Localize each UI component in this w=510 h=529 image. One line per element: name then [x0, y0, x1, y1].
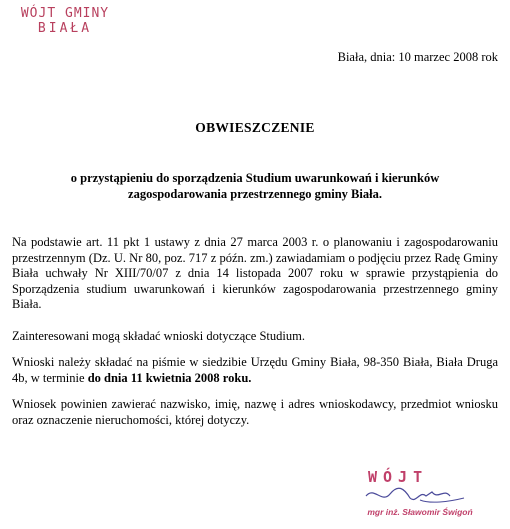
paragraph-legal-basis: Na podstawie art. 11 pkt 1 ustawy z dnia 27 marca 2003 r. o planowaniu i zagospodarowaniu przestrzennym (Dz. U. Nr 80, poz. 717 z późn. zm.) zawiadamiam o podjęciu przez Radę Gminy Biała uchwały Nr XIII/70/07 z dnia 14 listopada 2007 roku w sprawie przystąpienia do Sporządzenia studium uwarunkowań i kierunków zagospodarowania przestrzennego gminy Biała. [12, 235, 498, 311]
handwritten-signature [360, 478, 480, 508]
submission-deadline: do dnia 11 kwietnia 2008 roku. [87, 370, 252, 385]
paragraph-requirements: Wniosek powinien zawierać nazwisko, imię, nazwę i adres wnioskodawcy, przedmiot wniosku oraz oznaczenie nieruchomości, której dotyczy. [12, 397, 498, 427]
document-body [12, 235, 498, 439]
office-stamp [5, 6, 125, 36]
submission-text: Wnioski należy składać na piśmie w siedzibie Urzędu Gminy Biała, 98-350 Biała, Biała Druga 4b, w terminie [12, 355, 498, 385]
office-stamp-line1: WÓJT GMINY [20, 6, 110, 21]
paragraph-submission [12, 355, 498, 386]
signatory-name: mgr inż. Sławomir Świgoń [367, 507, 473, 517]
signature-block [340, 468, 500, 524]
date-line: Biała, dnia: 10 marzec 2008 rok [337, 50, 498, 64]
document-heading: OBWIESZCZENIE [195, 120, 315, 135]
paragraph-interested: Zainteresowani mogą składać wnioski dotyczące Studium. [12, 328, 305, 343]
signature-stamp: WÓJT [368, 468, 429, 486]
office-stamp-line2: BIAŁA [37, 21, 93, 36]
document-subject: o przystąpieniu do sporządzenia Studium uwarunkowań i kierunków zagospodarowania przestrzennego gminy Biała. [70, 171, 440, 201]
